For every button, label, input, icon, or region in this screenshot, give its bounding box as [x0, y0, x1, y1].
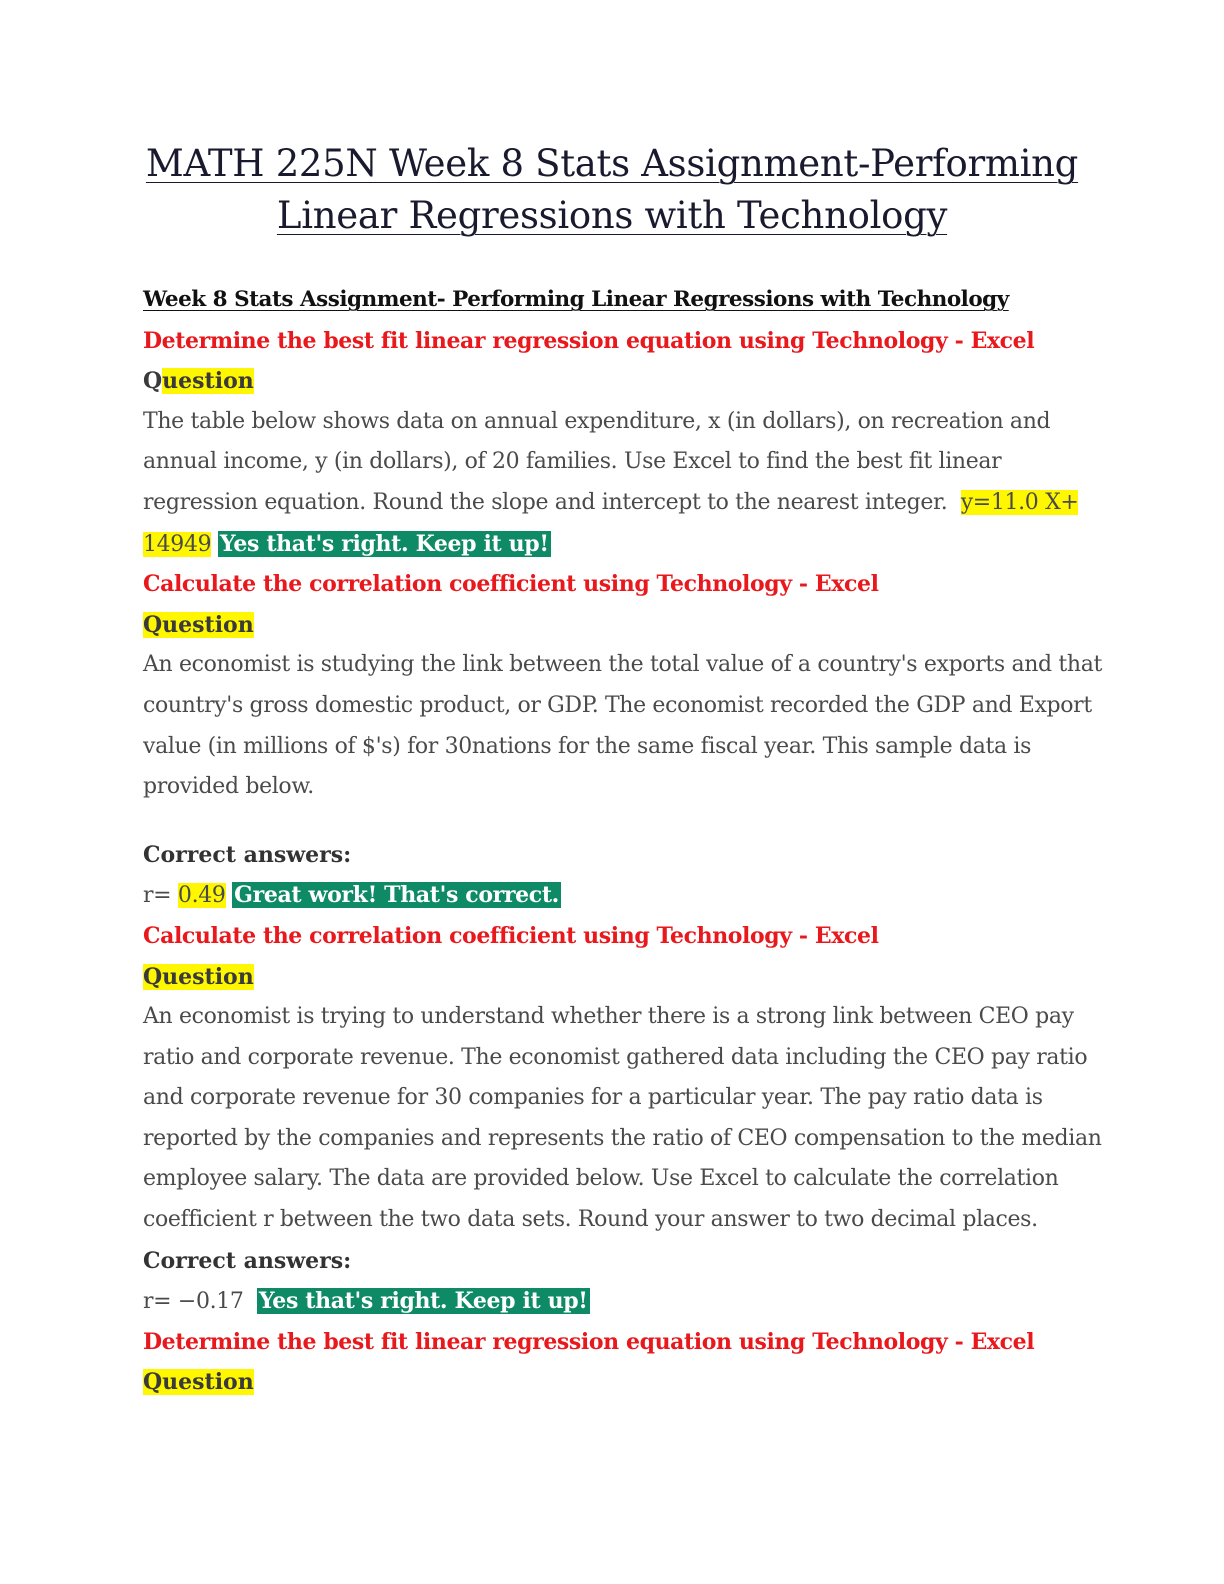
q1-text-line-3: regression equation. Round the slope and intercept to the nearest integer. y=11.0 X+ [143, 489, 1079, 515]
q1-text-line-1: The table below shows data on annual expenditure, x (in dollars), on recreation and [143, 408, 1051, 434]
q2-text-line-3: value (in millions of $'s) for 30nations for the same fiscal year. This sample data is [143, 733, 1032, 759]
q2-text-line-2: country's gross domestic product, or GDP. The economist recorded the GDP and Export [143, 692, 1092, 718]
q3-heading: Calculate the correlation coefficient using Technology - Excel [143, 922, 879, 949]
spacer [143, 808, 1083, 835]
q3-correct-label: Correct answers: [143, 1247, 352, 1274]
q2-label: Question [143, 611, 254, 638]
q3-label: Question [143, 963, 254, 990]
q1-answer-part-1: y=11.0 X+ [960, 489, 1079, 515]
q3-text-line-5: employee salary. The data are provided below. Use Excel to calculate the correlation [143, 1166, 1059, 1192]
q1-feedback-badge: Yes that's right. Keep it up! [219, 530, 549, 557]
q3-answer-line [143, 1281, 1083, 1322]
q3-text-line-4: reported by the companies and represents the ratio of CEO compensation to the median [143, 1125, 1102, 1151]
q1-answer-line [143, 524, 1083, 565]
page-title [120, 138, 1104, 242]
q3-feedback-badge: Yes that's right. Keep it up! [258, 1288, 588, 1315]
q1-answer-part-2: 14949 [143, 531, 212, 557]
q1-text-line-2: annual income, y (in dollars), of 20 families. Use Excel to find the best fit linear [143, 449, 1002, 475]
q4-heading: Determine the best fit linear regression equation using Technology - Excel [143, 1328, 1035, 1355]
section-subheading: Week 8 Stats Assignment- Performing Linear Regressions with Technology [143, 287, 1009, 312]
q3-text-line-1: An economist is trying to understand whether there is a strong link between CEO pay [143, 1004, 1074, 1030]
q1-heading: Determine the best fit linear regression equation using Technology - Excel [143, 327, 1035, 354]
q3-text-line-3: and corporate revenue for 30 companies for a particular year. The pay ratio data is [143, 1085, 1043, 1111]
q2-feedback-badge: Great work! That's correct. [234, 882, 559, 909]
q4-label: Question [143, 1369, 254, 1396]
q2-text-line-4: provided below. [143, 774, 314, 800]
document-body [143, 280, 1102, 1403]
q3-text-line-6: coefficient r between the two data sets. Round your answer to two decimal places. [143, 1207, 1038, 1233]
q3-text-line-2: ratio and corporate revenue. The economist gathered data including the CEO pay ratio [143, 1044, 1088, 1070]
q3-r-value: r= −0.17 [143, 1289, 244, 1315]
q2-text-line-1: An economist is studying the link between the total value of a country's exports and that [143, 652, 1102, 678]
q2-r-value: 0.49 [177, 883, 226, 909]
title-line-2: Linear Regressions with Technology [276, 194, 948, 237]
q2-answer-line: r= 0.49 Great work! That's correct. [143, 882, 559, 909]
title-line-1: MATH 225N Week 8 Stats Assignment-Performing [145, 142, 1079, 185]
q2-correct-label: Correct answers: [143, 841, 352, 868]
q2-heading: Calculate the correlation coefficient using Technology - Excel [143, 571, 879, 598]
q1-label: Question [143, 368, 254, 395]
